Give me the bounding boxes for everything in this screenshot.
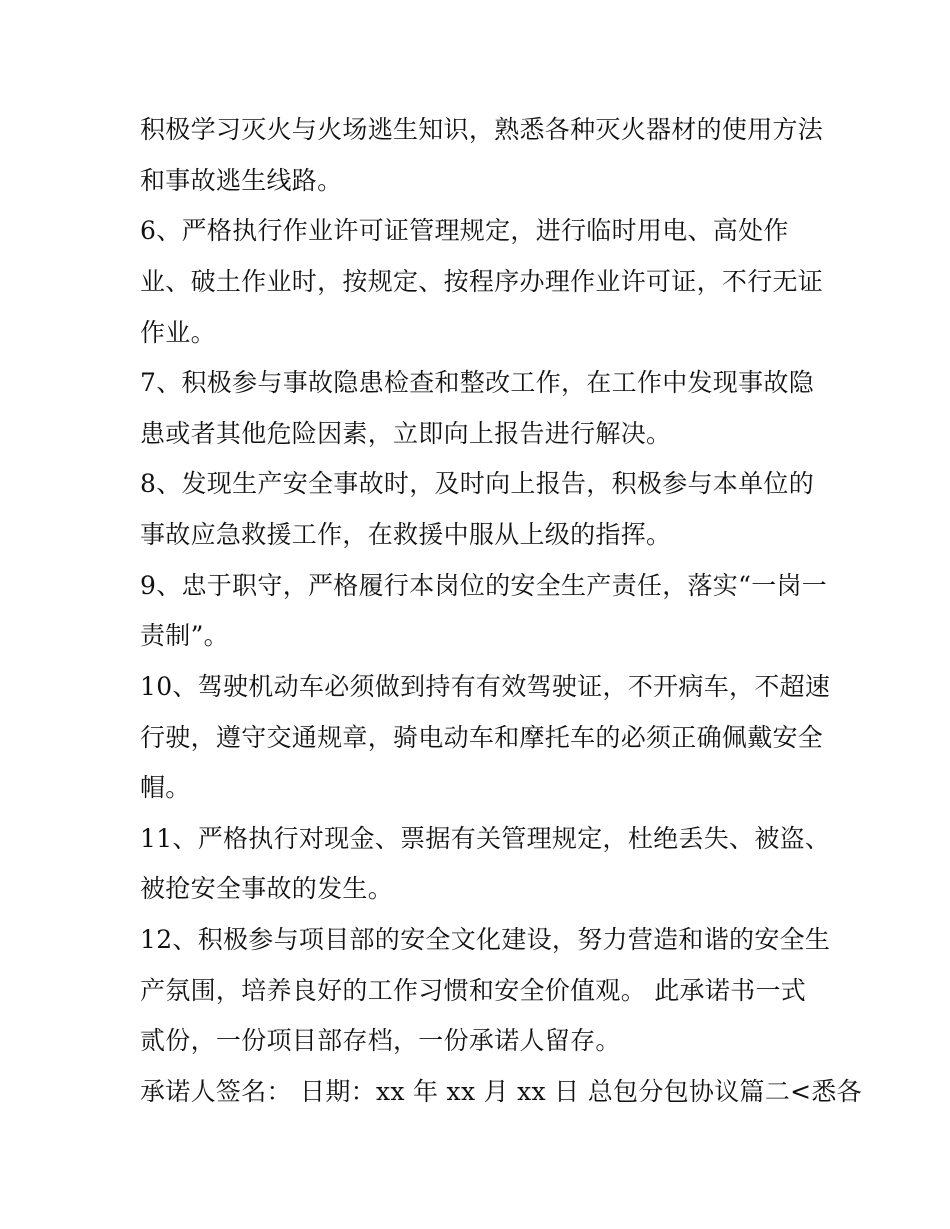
text-line: 被抢安全事故的发生。: [140, 874, 394, 903]
text-line: 11、严格执行对现金、票据有关管理规定，杜绝丢失、被盗、: [140, 824, 831, 853]
text-line: 作业。: [140, 318, 216, 347]
text-line: 贰份，一份项目部存档，一份承诺人留存。: [140, 1026, 621, 1055]
text-line: 帽。: [140, 773, 191, 802]
text-line: 7、积极参与事故隐患检查和整改工作，在工作中发现事故隐: [140, 368, 815, 397]
text-line: 6、严格执行作业许可证管理规定，进行临时用电、高处作: [140, 216, 789, 245]
text-line: 事故应急救援工作，在救援中服从上级的指挥。: [140, 520, 672, 549]
text-line: 8、发现生产安全事故时，及时向上报告，积极参与本单位的: [140, 469, 815, 498]
text-line: 产氛围，培养良好的工作习惯和安全价值观。 此承诺书一式: [140, 976, 807, 1005]
text-line: 9、忠于职守，严格履行本岗位的安全生产责任，落实“一岗一: [140, 571, 828, 600]
text-line: 患或者其他危险因素，立即向上报告进行解决。: [140, 419, 672, 448]
text-line: 10、驾驶机动车必须做到持有有效驾驶证，不开病车，不超速: [140, 672, 831, 701]
text-line: 责制”。: [140, 621, 229, 650]
text-line: 12、积极参与项目部的安全文化建设，努力营造和谐的安全生: [140, 925, 831, 954]
text-line: 和事故逃生线路。: [140, 166, 343, 195]
text-line: 积极学习灭火与火场逃生知识，熟悉各种灭火器材的使用方法: [140, 115, 824, 144]
text-line: 承诺人签名： 日期：xx 年 xx 月 xx 日 总包分包协议篇二<悉各: [140, 1077, 862, 1106]
text-line: 行驶，遵守交通规章，骑电动车和摩托车的必须正确佩戴安全: [140, 723, 824, 752]
text-line: 业、破土作业时，按规定、按程序办理作业许可证，不行无证: [140, 267, 824, 296]
